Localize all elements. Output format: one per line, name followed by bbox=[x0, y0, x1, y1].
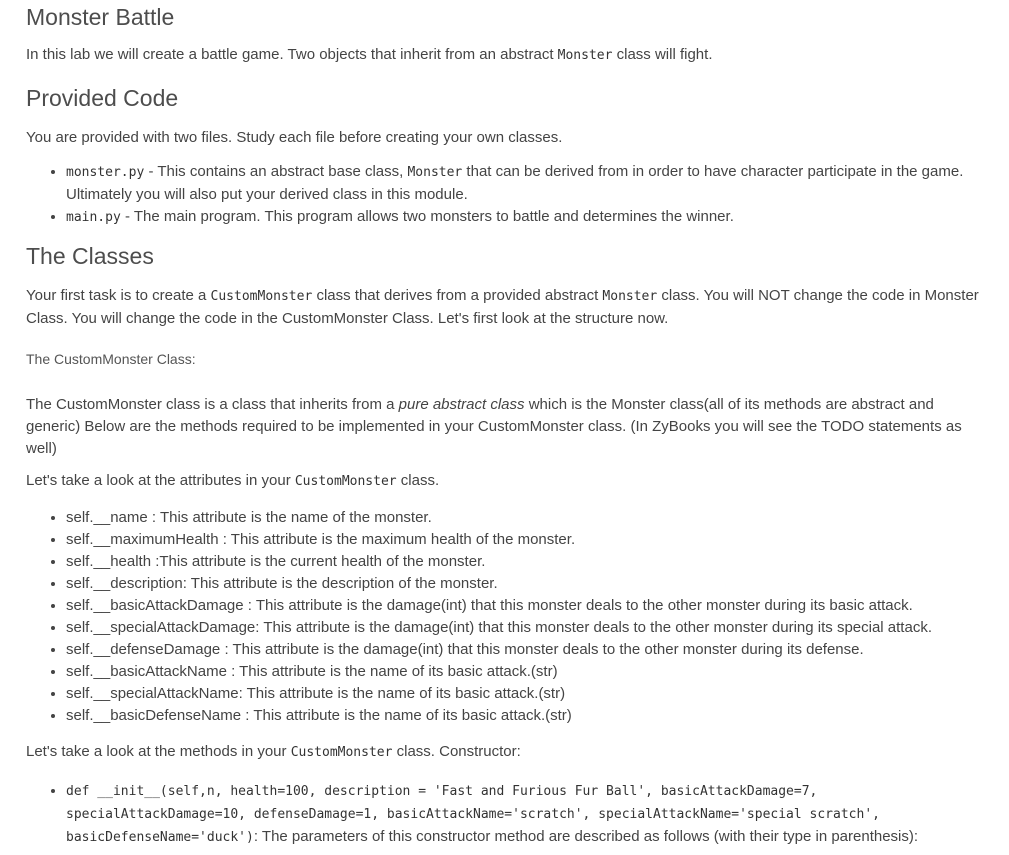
intro-paragraph: In this lab we will create a battle game. Two objects that inherit from an abstract Monster class will fight. bbox=[26, 46, 713, 63]
page-title: Monster Battle bbox=[26, 4, 175, 30]
subheading-custom-monster: The CustomMonster Class: bbox=[26, 351, 196, 367]
list-item: • self.__basicAttackName : This attribute is the name of its basic attack.(str) bbox=[66, 661, 983, 683]
list-item: • self.__description: This attribute is the description of the monster. bbox=[66, 573, 983, 595]
classes-paragraph-2: The CustomMonster class is a class that inherits from a pure abstract class which is the Monster class(all of its methods are abstract and generic) Below are the methods required to be implemented in your CustomMonster class. (In ZyBooks you will see the TODO statements as well) bbox=[26, 396, 962, 457]
list-item: • def __init__(self,n, health=100, description = 'Fast and Furious Fur Ball', basicAttackDamage=7, specialAttackDamage=10, defenseDamage=1, basicAttackName='scratch', specialAttackName='special scratch', basicDefenseName='duck'): The parameters of this constructor method are described as follows (with their type in parenthesis): bbox=[66, 780, 983, 849]
list-item: • self.__maximumHealth : This attribute is the maximum health of the monster. bbox=[66, 529, 983, 551]
list-item: • self.__specialAttackDamage: This attribute is the damage(int) that this monster deals to the other monster during its special attack. bbox=[66, 617, 983, 639]
classes-paragraph-3: Let's take a look at the attributes in your CustomMonster class. bbox=[26, 472, 440, 489]
list-item: • self.__basicAttackDamage : This attribute is the damage(int) that this monster deals to the other monster during its basic attack. bbox=[66, 595, 983, 617]
section-heading-classes: The Classes bbox=[26, 243, 154, 269]
list-item: • self.__name : This attribute is the name of the monster. bbox=[66, 507, 983, 529]
classes-paragraph-1: Your first task is to create a CustomMonster class that derives from a provided abstract Monster class. You will NOT change the code in Monster Class. You will change the code in the CustomMonster Class. Let's first look at the structure now. bbox=[26, 287, 979, 327]
list-item: • self.__defenseDamage : This attribute is the damage(int) that this monster deals to the other monster during its defense. bbox=[66, 639, 983, 661]
list-item: • main.py - The main program. This program allows two monsters to battle and determines the winner. bbox=[66, 206, 983, 229]
list-item: • self.__health :This attribute is the current health of the monster. bbox=[66, 551, 983, 573]
list-item: • self.__specialAttackName: This attribute is the name of its basic attack.(str) bbox=[66, 683, 983, 705]
list-item: • self.__basicDefenseName : This attribute is the name of its basic attack.(str) bbox=[66, 705, 983, 727]
list-item: • monster.py - This contains an abstract base class, Monster that can be derived from in order to have character participate in the game. Ultimately you will also put your derived class in this module. bbox=[66, 161, 983, 206]
constructor-list bbox=[26, 780, 983, 849]
file-list bbox=[26, 161, 983, 229]
inline-code: Monster bbox=[557, 48, 613, 63]
attribute-list bbox=[26, 507, 983, 727]
provided-lead: You are provided with two files. Study each file before creating your own classes. bbox=[26, 129, 563, 146]
section-heading-provided-code: Provided Code bbox=[26, 85, 179, 111]
constructor-signature: def __init__(self,n, health=100, description = 'Fast and Furious Fur Ball', basicAttackDamage=7, specialAttackDamage=10, defenseDamage=1, basicAttackName='scratch', specialAttackName='special scratch', basicDefenseName='duck') bbox=[66, 784, 880, 845]
classes-paragraph-4: Let's take a look at the methods in your CustomMonster class. Constructor: bbox=[26, 743, 521, 760]
